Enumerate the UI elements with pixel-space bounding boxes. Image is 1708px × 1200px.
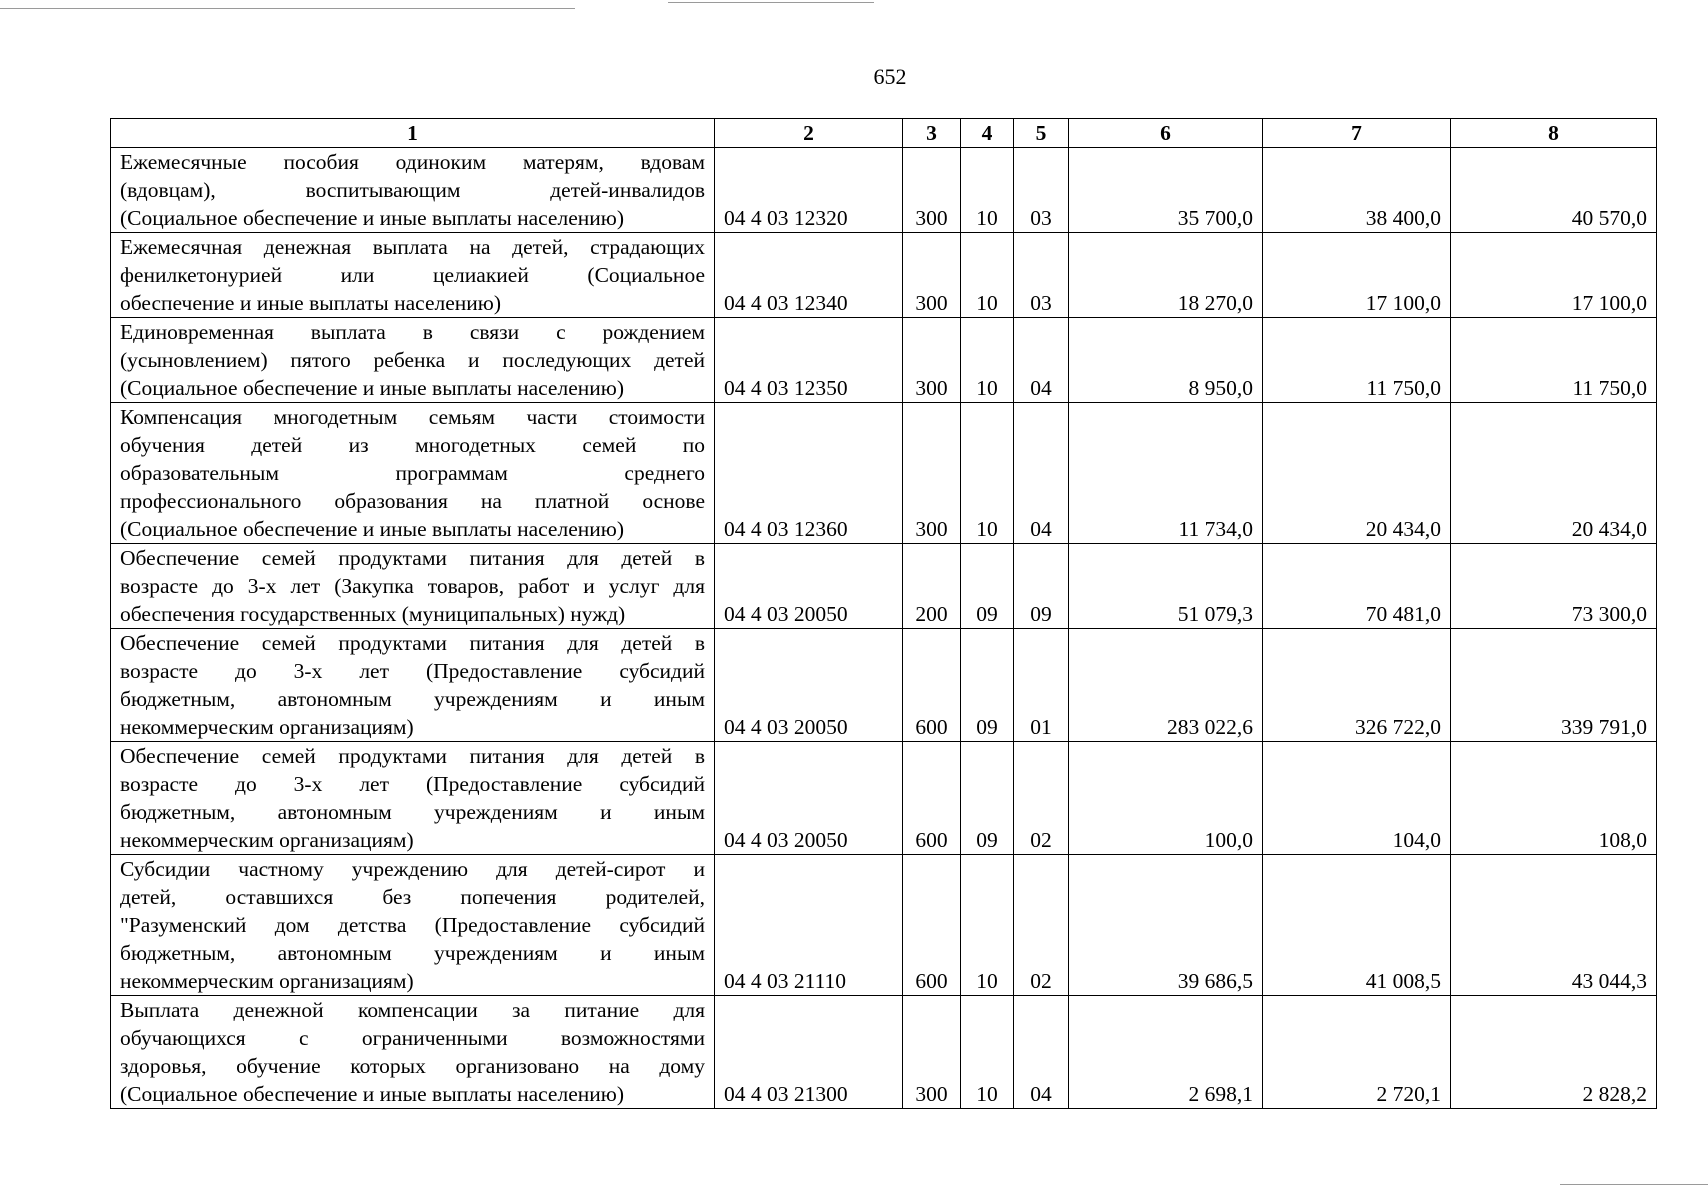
table-row <box>111 544 1657 629</box>
amount-col-6: 8 950,0 <box>1069 318 1263 403</box>
expense-description <box>111 996 715 1109</box>
expense-description <box>111 742 715 855</box>
amount-col-8: 108,0 <box>1451 742 1657 855</box>
section-code: 10 <box>961 318 1014 403</box>
description-line: Компенсация многодетным семьям части стоимости <box>120 405 705 429</box>
description-line: "Разуменский дом детства (Предоставление субсидий <box>120 913 705 937</box>
page-number: 652 <box>873 64 907 89</box>
column-header: 1 <box>111 119 715 148</box>
description-line: Обеспечение семей продуктами питания для детей в <box>120 631 705 655</box>
expense-type-code: 200 <box>903 544 961 629</box>
description-line: профессионального образования на платной основе <box>120 489 705 513</box>
scan-artifact-line <box>1560 1184 1708 1185</box>
description-line: обучения детей из многодетных семей по <box>120 433 705 457</box>
budget-code: 04 4 03 12320 <box>715 148 903 233</box>
description-line: возрасте до 3-х лет (Предоставление субсидий <box>120 659 705 683</box>
column-header: 6 <box>1069 119 1263 148</box>
expense-type-code: 300 <box>903 403 961 544</box>
expense-description <box>111 544 715 629</box>
description-line: возрасте до 3-х лет (Предоставление субсидий <box>120 772 705 796</box>
amount-col-6: 39 686,5 <box>1069 855 1263 996</box>
subsection-code: 03 <box>1014 233 1069 318</box>
subsection-code: 04 <box>1014 996 1069 1109</box>
description-line: детей, оставшихся без попечения родителей, <box>120 885 705 909</box>
amount-col-6: 283 022,6 <box>1069 629 1263 742</box>
budget-code: 04 4 03 20050 <box>715 742 903 855</box>
amount-col-8: 73 300,0 <box>1451 544 1657 629</box>
description-line: бюджетным, автономным учреждениям и иным <box>120 800 705 824</box>
subsection-code: 01 <box>1014 629 1069 742</box>
section-code: 10 <box>961 996 1014 1109</box>
description-line: некоммерческим организациям) <box>120 969 414 993</box>
amount-col-7: 20 434,0 <box>1263 403 1451 544</box>
table-row <box>111 996 1657 1109</box>
amount-col-7: 38 400,0 <box>1263 148 1451 233</box>
description-line: обучающихся с ограниченными возможностями <box>120 1026 705 1050</box>
amount-col-6: 18 270,0 <box>1069 233 1263 318</box>
table-row <box>111 855 1657 996</box>
subsection-code: 04 <box>1014 403 1069 544</box>
expense-type-code: 600 <box>903 629 961 742</box>
subsection-code: 03 <box>1014 148 1069 233</box>
expense-type-code: 300 <box>903 996 961 1109</box>
description-line: некоммерческим организациям) <box>120 828 414 852</box>
amount-col-8: 20 434,0 <box>1451 403 1657 544</box>
expense-description <box>111 855 715 996</box>
section-code: 10 <box>961 148 1014 233</box>
column-header: 2 <box>715 119 903 148</box>
expense-type-code: 300 <box>903 148 961 233</box>
section-code: 09 <box>961 544 1014 629</box>
subsection-code: 09 <box>1014 544 1069 629</box>
budget-table <box>110 118 1657 1109</box>
amount-col-6: 100,0 <box>1069 742 1263 855</box>
description-line: Субсидии частному учреждению для детей-сирот и <box>120 857 705 881</box>
description-line: бюджетным, автономным учреждениям и иным <box>120 941 705 965</box>
expense-description <box>111 233 715 318</box>
description-line: Обеспечение семей продуктами питания для детей в <box>120 744 705 768</box>
amount-col-7: 326 722,0 <box>1263 629 1451 742</box>
scan-artifact-line <box>0 8 575 9</box>
budget-code: 04 4 03 21300 <box>715 996 903 1109</box>
description-line: возрасте до 3-х лет (Закупка товаров, работ и услуг для <box>120 574 705 598</box>
column-header: 3 <box>903 119 961 148</box>
subsection-code: 02 <box>1014 855 1069 996</box>
section-code: 09 <box>961 629 1014 742</box>
amount-col-8: 40 570,0 <box>1451 148 1657 233</box>
budget-code: 04 4 03 20050 <box>715 544 903 629</box>
description-line: обеспечение и иные выплаты населению) <box>120 291 502 315</box>
column-header: 4 <box>961 119 1014 148</box>
budget-code: 04 4 03 21110 <box>715 855 903 996</box>
section-code: 10 <box>961 403 1014 544</box>
amount-col-8: 339 791,0 <box>1451 629 1657 742</box>
amount-col-7: 70 481,0 <box>1263 544 1451 629</box>
amount-col-7: 11 750,0 <box>1263 318 1451 403</box>
description-line: здоровья, обучение которых организовано на дому <box>120 1054 705 1078</box>
table-row <box>111 629 1657 742</box>
amount-col-6: 51 079,3 <box>1069 544 1263 629</box>
scan-artifact-line <box>668 2 874 3</box>
description-line: (вдовцам), воспитывающим детей-инвалидов <box>120 178 705 202</box>
section-code: 10 <box>961 233 1014 318</box>
table-row <box>111 233 1657 318</box>
amount-col-6: 2 698,1 <box>1069 996 1263 1109</box>
table-row <box>111 742 1657 855</box>
description-line: (Социальное обеспечение и иные выплаты населению) <box>120 206 624 230</box>
budget-code: 04 4 03 12340 <box>715 233 903 318</box>
description-line: Выплата денежной компенсации за питание для <box>120 998 705 1022</box>
amount-col-7: 2 720,1 <box>1263 996 1451 1109</box>
expense-description <box>111 148 715 233</box>
budget-code: 04 4 03 12350 <box>715 318 903 403</box>
expense-type-code: 600 <box>903 855 961 996</box>
expense-description <box>111 403 715 544</box>
description-line: (Социальное обеспечение и иные выплаты населению) <box>120 517 624 541</box>
section-code: 10 <box>961 855 1014 996</box>
budget-code: 04 4 03 12360 <box>715 403 903 544</box>
amount-col-8: 43 044,3 <box>1451 855 1657 996</box>
amount-col-7: 41 008,5 <box>1263 855 1451 996</box>
expense-description <box>111 629 715 742</box>
description-line: некоммерческим организациям) <box>120 715 414 739</box>
expense-type-code: 300 <box>903 318 961 403</box>
header-row <box>111 119 1657 148</box>
amount-col-8: 11 750,0 <box>1451 318 1657 403</box>
table-row <box>111 148 1657 233</box>
description-line: образовательным программам среднего <box>120 461 705 485</box>
column-header: 8 <box>1451 119 1657 148</box>
description-line: Ежемесячные пособия одиноким матерям, вдовам <box>120 150 705 174</box>
expense-type-code: 300 <box>903 233 961 318</box>
column-header: 5 <box>1014 119 1069 148</box>
subsection-code: 04 <box>1014 318 1069 403</box>
description-line: Ежемесячная денежная выплата на детей, страдающих <box>120 235 705 259</box>
table-row <box>111 403 1657 544</box>
table-row <box>111 318 1657 403</box>
subsection-code: 02 <box>1014 742 1069 855</box>
column-header: 7 <box>1263 119 1451 148</box>
description-line: фенилкетонурией или целиакией (Социальное <box>120 263 705 287</box>
amount-col-8: 17 100,0 <box>1451 233 1657 318</box>
description-line: (Социальное обеспечение и иные выплаты населению) <box>120 1082 624 1106</box>
description-line: Обеспечение семей продуктами питания для детей в <box>120 546 705 570</box>
section-code: 09 <box>961 742 1014 855</box>
description-line: (Социальное обеспечение и иные выплаты населению) <box>120 376 624 400</box>
expense-description <box>111 318 715 403</box>
amount-col-8: 2 828,2 <box>1451 996 1657 1109</box>
description-line: Единовременная выплата в связи с рождением <box>120 320 705 344</box>
description-line: (усыновлением) пятого ребенка и последующих детей <box>120 348 705 372</box>
table-body <box>111 148 1657 1109</box>
description-line: бюджетным, автономным учреждениям и иным <box>120 687 705 711</box>
budget-code: 04 4 03 20050 <box>715 629 903 742</box>
description-line: обеспечения государственных (муниципальных) нужд) <box>120 602 626 626</box>
amount-col-7: 104,0 <box>1263 742 1451 855</box>
expense-type-code: 600 <box>903 742 961 855</box>
amount-col-7: 17 100,0 <box>1263 233 1451 318</box>
amount-col-6: 35 700,0 <box>1069 148 1263 233</box>
amount-col-6: 11 734,0 <box>1069 403 1263 544</box>
